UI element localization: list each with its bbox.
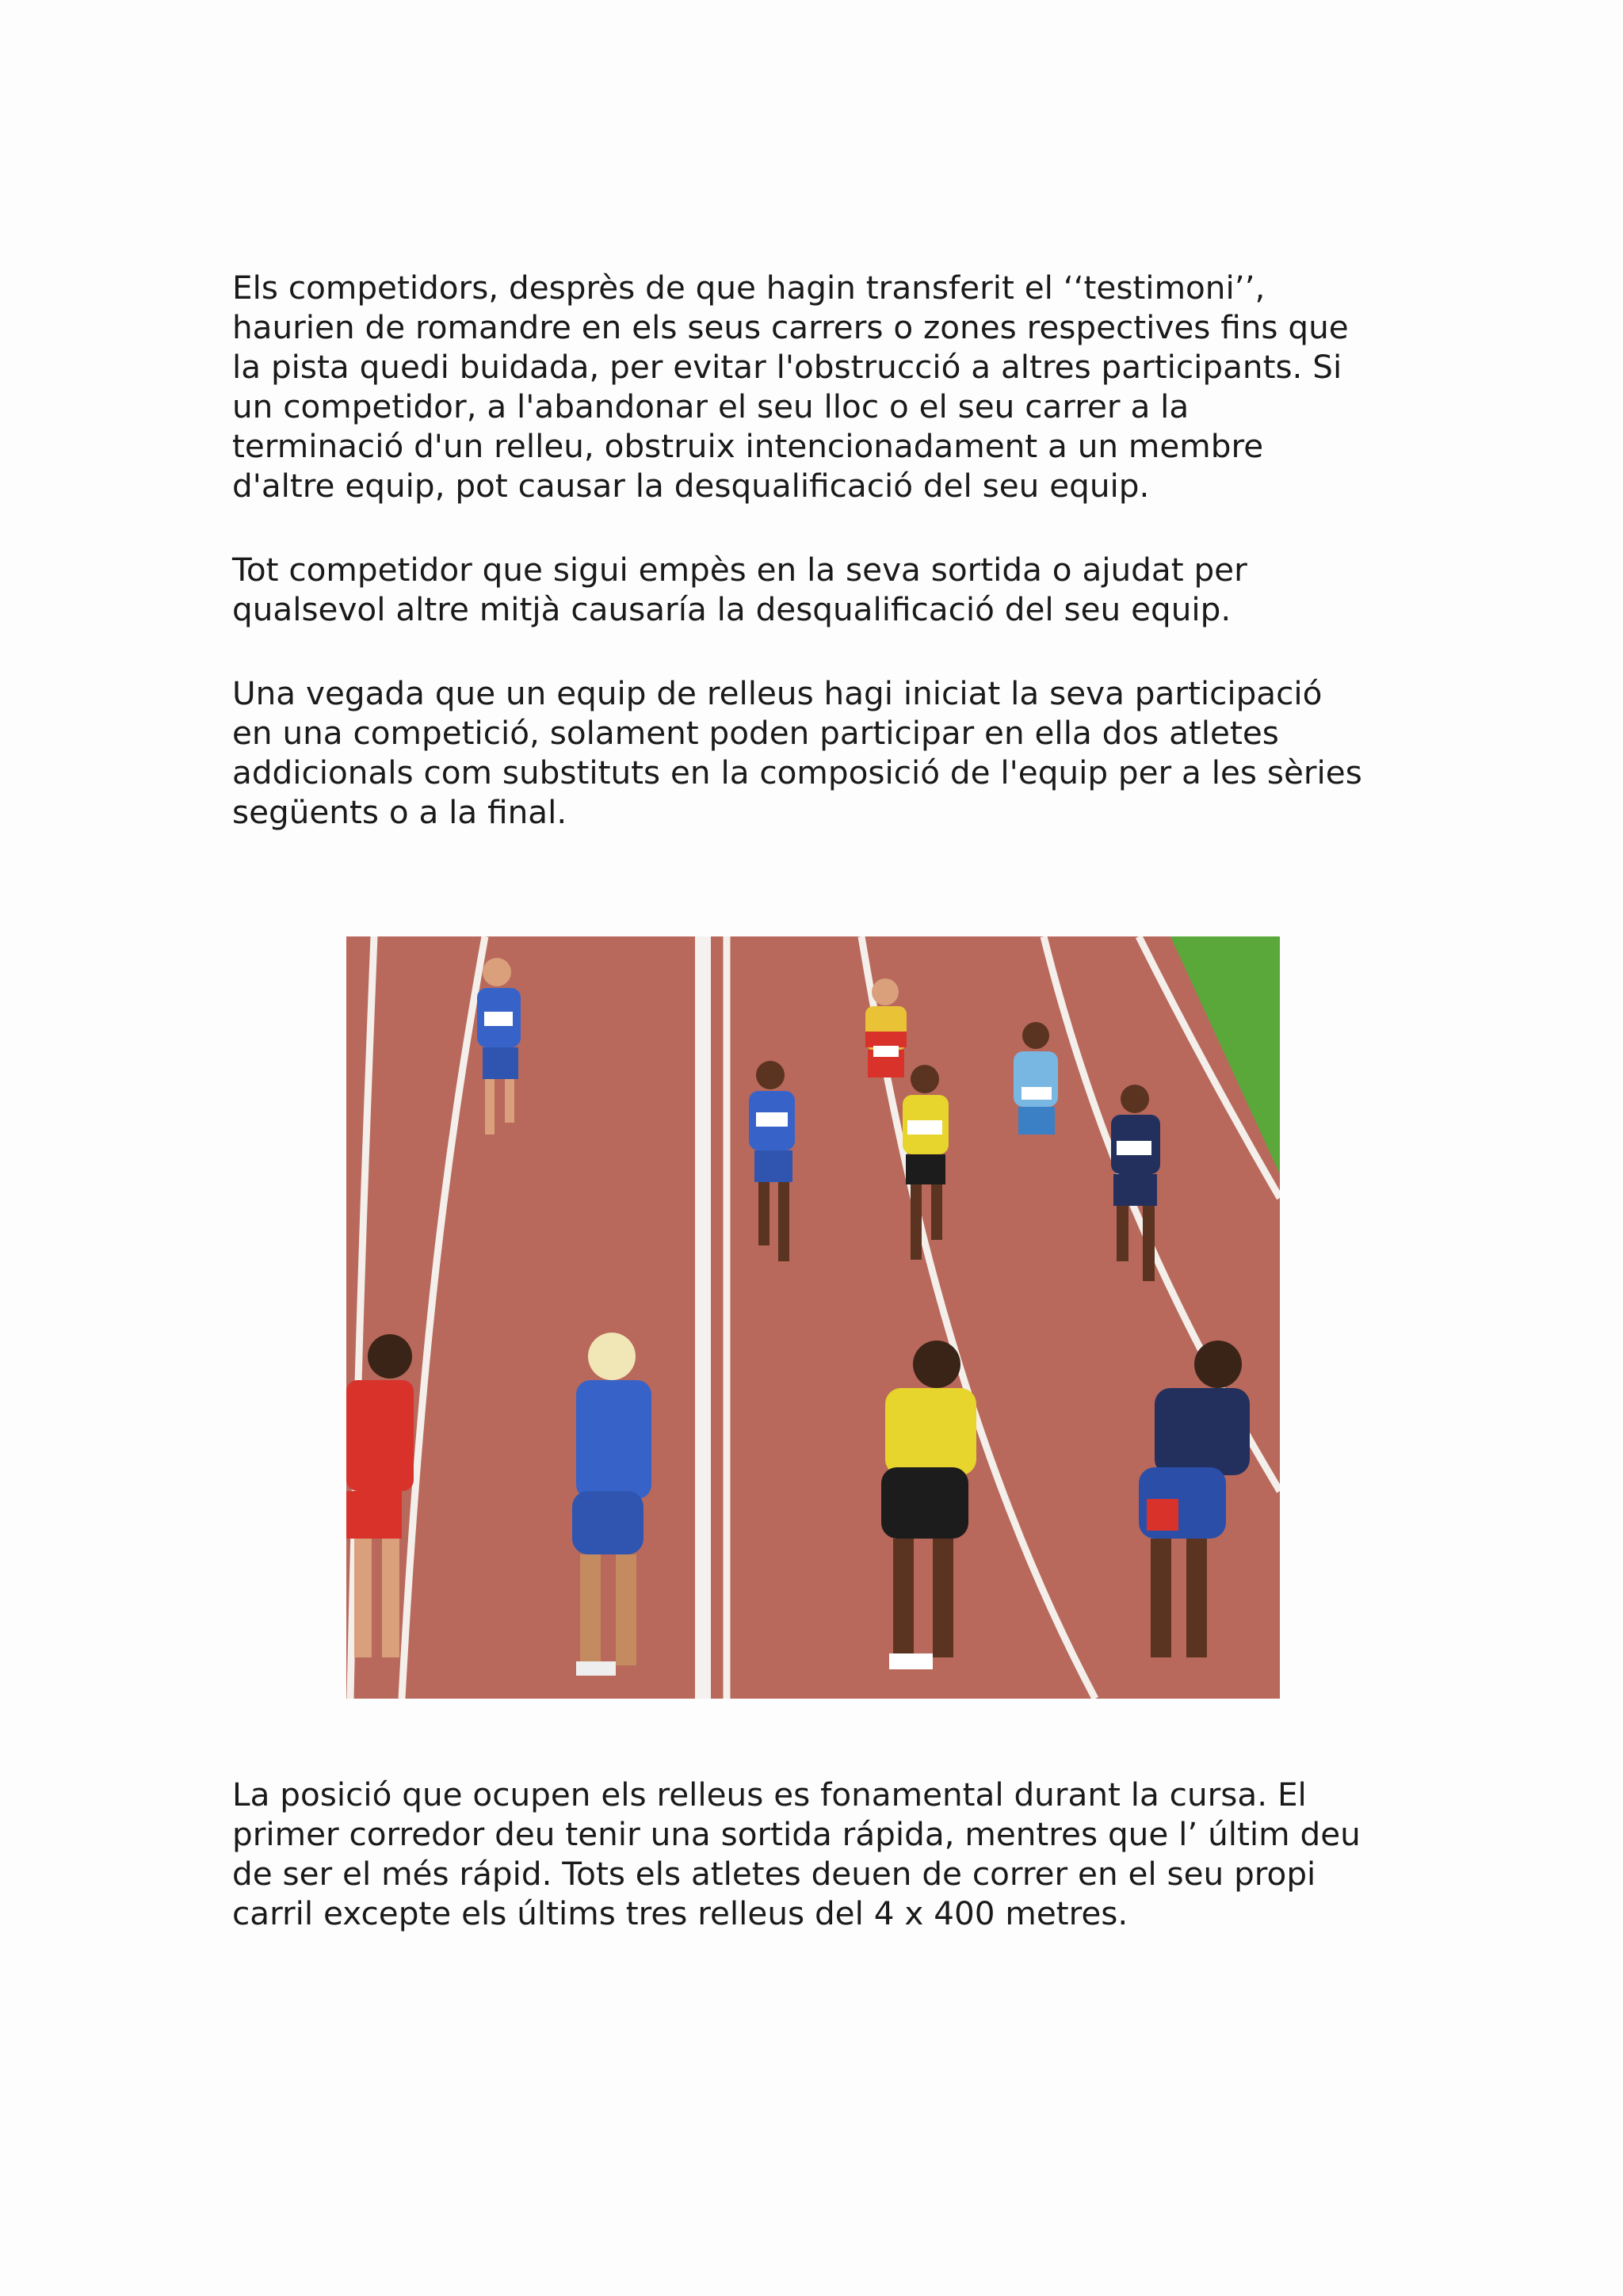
paragraph-substitutes: Una vegada que un equip de relleus hagi iniciat la seva participació en una competició, solament poden participar en ella dos atletes addicionals com substituts en la composició de l'equip per a les sèries següents o a la final.: [232, 674, 1362, 831]
paragraph-relay-lane-rules: Els competidors, desprès de que hagin transferit el ‘‘testimoni’’, haurien de romandre en els seus carrers o zones respectives fins que la pista quedi buidada, per evitar l'obstrucció a altres participants. Si un competidor, a l'abandonar el seu lloc o el seu carrer a la terminació d'un relleu, obstruix intencionadament a un membre d'altre equip, pot causar la desqualificació del seu equip.: [232, 269, 1349, 505]
paragraph-relay-positions: La posició que ocupen els relleus es fonamental durant la cursa. El primer corredor deu tenir una sortida rápida, mentres que l’ últim deu de ser el més rápid. Tots els atletes deuen de correr en el seu propi carril excepte els últims tres relleus del 4 x 400 metres.: [232, 1775, 1361, 1932]
relay-race-photo: [346, 936, 1280, 1699]
photo-seam: [695, 936, 711, 1699]
paragraph-pushed-competitor: Tot competidor que sigui empès en la seva sortida o ajudat per qualsevol altre mitjà causaría la desqualificació del seu equip.: [232, 551, 1247, 628]
